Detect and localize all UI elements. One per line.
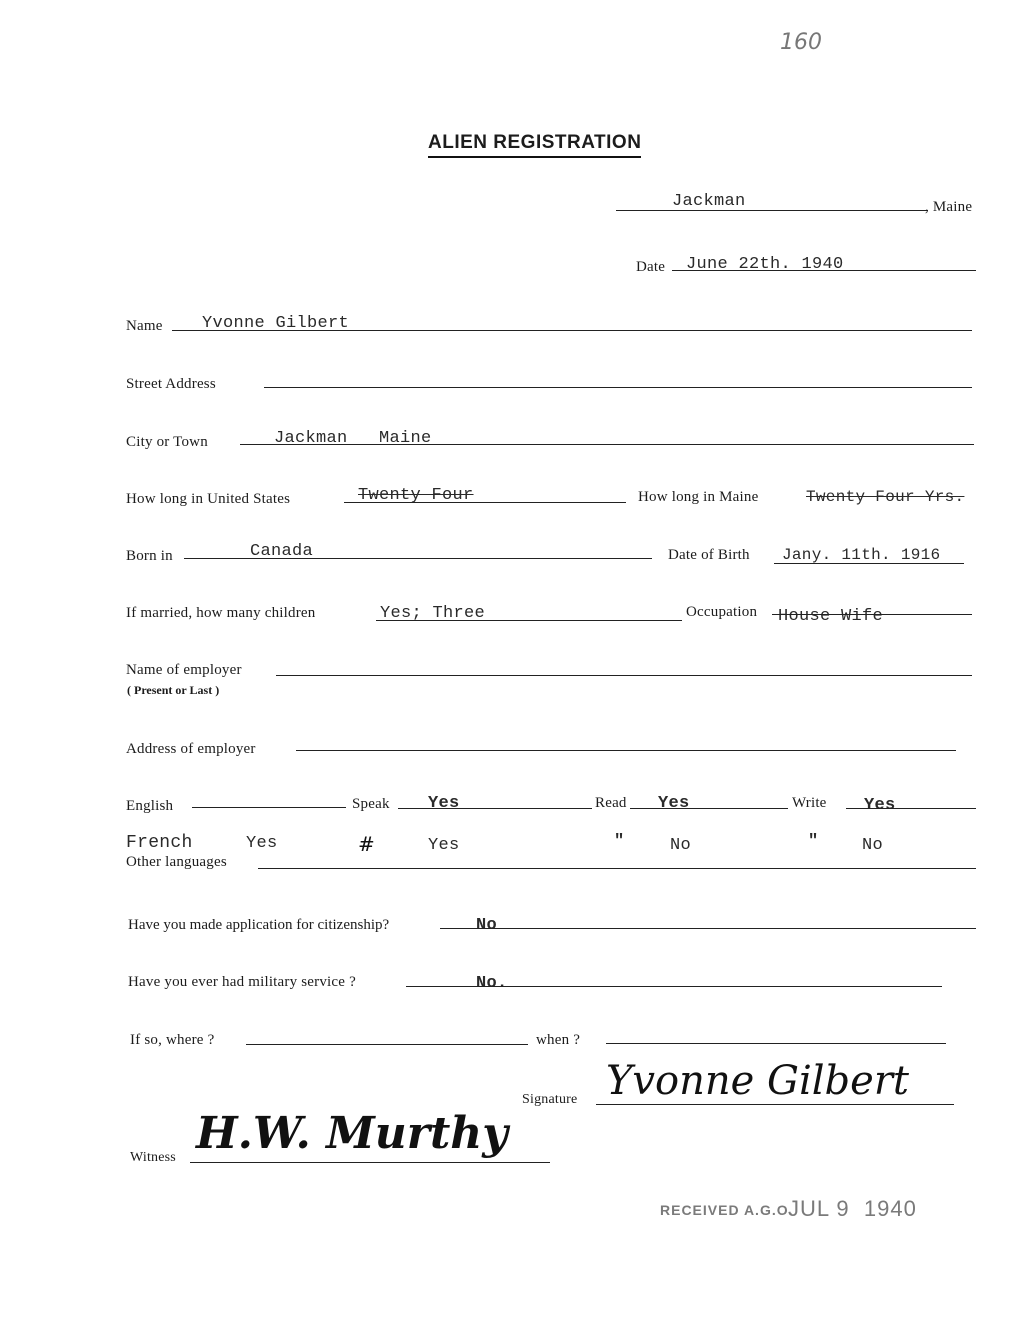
english-write-value: Yes — [864, 796, 896, 815]
occupation-value: House Wife — [778, 607, 884, 626]
page-number: 160 — [780, 30, 822, 55]
witness-line — [190, 1162, 550, 1163]
date-label: Date — [636, 259, 666, 275]
city-label: City or Town — [126, 434, 208, 450]
employer-name-line — [276, 675, 972, 676]
employer-name-sublabel — [127, 683, 219, 698]
read-label: Read — [595, 795, 627, 811]
how-long-us-value: Twenty Four — [358, 486, 474, 505]
occupation-line — [772, 614, 972, 615]
how-long-maine-value: Twenty Four Yrs. — [806, 488, 965, 506]
citizenship-value: No — [476, 916, 498, 935]
city-line — [240, 444, 974, 445]
how-long-maine-label: How long in Maine — [638, 489, 759, 505]
born-in-line — [184, 558, 652, 559]
french-mark: # — [358, 832, 375, 856]
how-long-us-label: How long in United States — [126, 491, 291, 507]
ditto-mark-1: " — [614, 832, 625, 851]
speak-line — [398, 808, 592, 809]
military-value: No. — [476, 974, 508, 993]
children-line — [376, 620, 682, 621]
dob-line — [774, 563, 964, 564]
english-line — [192, 807, 346, 808]
signature-label: Signature — [522, 1092, 578, 1107]
speak-label: Speak — [352, 796, 390, 812]
military-line — [406, 986, 942, 987]
read-line — [630, 808, 788, 809]
witness-label: Witness — [130, 1150, 176, 1165]
citizenship-label: Have you made application for citizenship? — [128, 917, 390, 933]
write-line — [846, 808, 976, 809]
where-label: If so, where ? — [130, 1032, 215, 1048]
employer-address-line — [296, 750, 956, 751]
other-languages-line — [258, 868, 976, 869]
dob-value: Jany. 11th. 1916 — [782, 546, 941, 564]
french-speak-value: Yes — [246, 834, 278, 853]
military-label: Have you ever had military service ? — [128, 974, 356, 990]
employer-address-label: Address of employer — [126, 741, 256, 757]
dob-label: Date of Birth — [668, 547, 750, 563]
french-label: French — [126, 833, 193, 853]
received-stamp: RECEIVED A.G.O. — [660, 1202, 794, 1218]
english-read-value: Yes — [658, 794, 690, 813]
citizenship-line — [440, 928, 976, 929]
when-line — [606, 1043, 946, 1044]
employer-name-sublabel-text: ( Present or Last ) — [127, 683, 220, 697]
french-write-value: No — [862, 836, 884, 855]
how-long-us-line — [344, 502, 626, 503]
other-languages-label: Other languages — [126, 854, 227, 870]
english-speak-value: Yes — [428, 794, 460, 813]
city-value: Jackman Maine — [274, 429, 432, 448]
employer-name-label: Name of employer — [126, 662, 242, 678]
name-label: Name — [126, 318, 163, 334]
name-value: Yvonne Gilbert — [202, 314, 350, 333]
received-stamp-date: JUL 9 1940 — [788, 1196, 917, 1221]
occupation-label: Occupation — [686, 604, 758, 620]
form-title: ALIEN REGISTRATION — [428, 132, 641, 158]
where-line — [246, 1044, 528, 1045]
children-value: Yes; Three — [380, 604, 486, 623]
french-read-no-value: No — [670, 836, 692, 855]
french-read-value: Yes — [428, 836, 460, 855]
when-label: when ? — [536, 1032, 581, 1048]
town-value: Jackman — [672, 192, 746, 211]
date-value: June 22th. 1940 — [686, 255, 844, 274]
born-in-value: Canada — [250, 542, 314, 561]
date-line — [672, 270, 976, 271]
witness-signature: H.W. Murthy — [196, 1108, 508, 1159]
town-line — [616, 210, 928, 211]
children-label: If married, how many children — [126, 605, 316, 621]
state-label: , Maine — [925, 199, 973, 215]
write-label: Write — [792, 795, 827, 811]
ditto-mark-2: " — [808, 832, 819, 851]
street-address-line — [264, 387, 972, 388]
street-address-label: Street Address — [126, 376, 216, 392]
born-in-label: Born in — [126, 548, 173, 564]
name-line — [172, 330, 972, 331]
signature-value: Yvonne Gilbert — [606, 1058, 910, 1104]
signature-line — [596, 1104, 954, 1105]
english-label: English — [126, 798, 174, 814]
